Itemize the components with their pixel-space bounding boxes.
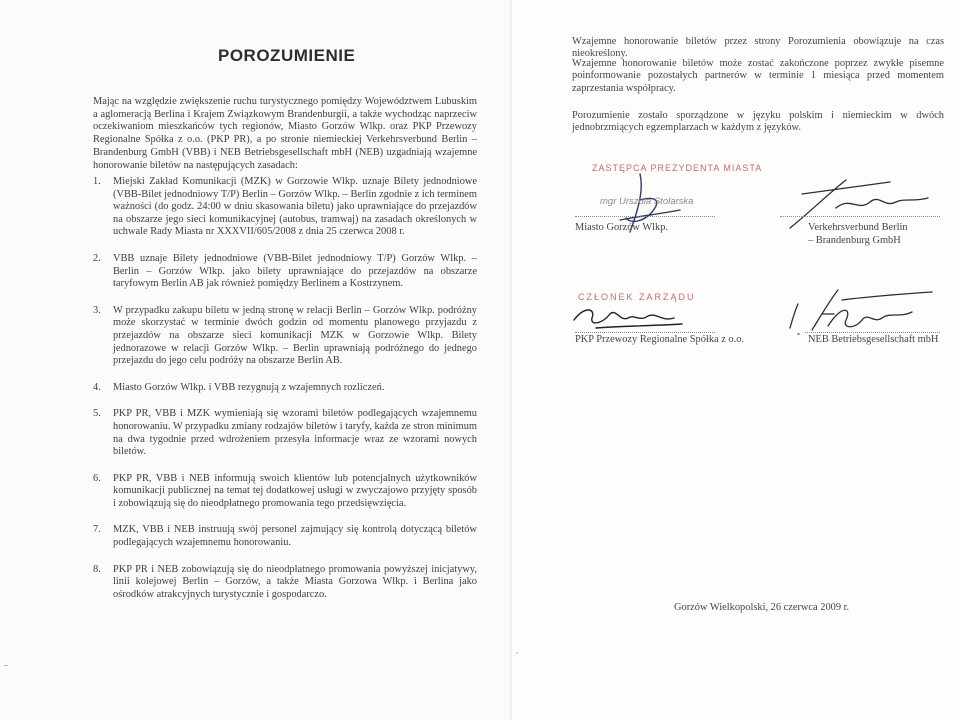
vbb-signatory-label-line1: Verkehrsverbund Berlin xyxy=(808,222,908,233)
clause-number: 2. xyxy=(93,252,101,264)
clause-number: 5. xyxy=(93,408,101,420)
clause-text: PKP PR i NEB zobowiązują się do nieodpłatnego promowania powyższej inicjatywy, linii kolejowej Berlin – Gorzów, a także Miasta Gorzowa Wlkp. i Berlina jako ośrodków atrakcyjnych turystycznie i gospodarczo. xyxy=(113,563,477,600)
termination-paragraph: Wzajemne honorowanie biletów może zostać zakończone poprzez zwykłe pisemne poinformowanie pozostałych partnerów w terminie 1 miesiąca przed momentem zaprzestania współpracy. xyxy=(572,58,944,94)
clause-5 xyxy=(93,408,477,458)
pkp-signatory-label: PKP Przewozy Regionalne Spółka z o.o. xyxy=(575,334,745,345)
pkp-signature-scribble xyxy=(570,300,700,334)
neb-signatory-label: NEB Betriebsgesellschaft mbH xyxy=(808,334,939,345)
clause-8 xyxy=(93,564,477,602)
clause-3 xyxy=(93,305,477,368)
vbb-signature-line xyxy=(780,216,940,217)
clause-7 xyxy=(93,524,477,549)
clause-text: Miejski Zakład Komunikacji (MZK) w Gorzowie Wlkp. uznaje Bilety jednodniowe (VBB-Bilet jednodniowy T/P) Berlin – Gorzów Wlkp. – Berlin zgodnie z ich terminem ważności (do godz. 24:00 w dniu skasowania biletu) jako uprawniające do przejazdów na obszarze jego sieci komunikacyjnej (autobus, tramwaj) na zasadach określonych w uchwale Rady Miasta nr XXXVII/605/2008 z dnia 25 czerwca 2008 r. xyxy=(113,176,477,238)
deputy-mayor-name: mgr Urszula Stolarska xyxy=(600,196,694,207)
language-paragraph: Porozumienie zostało sporządzone w języku polskim i niemieckim w dwóch jednobrzmiących egzemplarzach w każdym z języków. xyxy=(572,110,944,134)
clause-text: MZK, VBB i NEB instruują swój personel zajmujący się kontrolą dotyczącą biletów podlegających wzajemnemu honorowaniu. xyxy=(113,524,477,549)
clause-number: 8. xyxy=(93,563,101,575)
duration-paragraph: Wzajemne honorowanie biletów przez strony Porozumienia obowiązuje na czas nieokreślony. xyxy=(572,36,944,60)
clause-text: PKP PR, VBB i MZK wymieniają się wzorami biletów podlegających wzajemnemu honorowaniu. W przypadku zmiany rodzajów biletów i taryfy, każda ze stron minimum na dwa tygodnie przed wdrożeniem przesyła informacje wraz ze wzorami nowych biletów. xyxy=(113,408,477,458)
intro-paragraph: Mając na względzie zwiększenie ruchu turystycznego pomiędzy Województwem Lubuskim a aglomeracją Berlina i Krajem Związkowym Brandenburgii, a także wychodząc naprzeciw oczekiwaniom mieszkańców tych regionów, Miasto Gorzów Wlkp. oraz PKP Przewozy Regionalne Spółka z o.o. (PKP PR), a po stronie niemieckiej Verkehrsverbund Berlin – Brandenburg GmbH (VBB) i NEB Betriebsgesellschaft mbH (NEB) uzgadniają wzajemne honorowanie biletów na następujących zasadach: xyxy=(93,96,477,171)
clause-number: 3. xyxy=(93,304,101,316)
city-signature-line xyxy=(575,216,715,217)
scan-mark xyxy=(4,665,8,666)
clause-text: VBB uznaje Bilety jednodniowe (VBB-Bilet jednodniowy T/P) Gorzów Wlkp. – Berlin – Gorzów Wlkp. jako bilety uprawniające do przejazdów na obszarze taryfowym Berlin AB jak również pomiędzy Berlinem a Kostrzynem. xyxy=(113,252,477,290)
clause-6 xyxy=(93,473,477,511)
clause-number: 4. xyxy=(93,381,101,393)
board-member-stamp: CZŁONEK ZARZĄDU xyxy=(578,292,696,302)
neb-signature-line xyxy=(805,332,940,333)
clause-text: PKP PR, VBB i NEB informują swoich klientów lub potencjalnych użytkowników komunikacji publicznej na temat tej dodatkowej usługi w zwyczajowo przyjęty sposób i zobowiązują się do nieodpłatnego promowania tego przedsięwzięcia. xyxy=(113,472,477,509)
clause-number: 7. xyxy=(93,524,101,536)
clause-number: 6. xyxy=(93,472,101,484)
vbb-signatory-label-line2: – Brandenburg GmbH xyxy=(808,235,901,246)
deputy-mayor-stamp: ZASTĘPCA PREZYDENTA MIASTA xyxy=(592,163,763,173)
clause-text: Miasto Gorzów Wlkp. i VBB rezygnują z wzajemnych rozliczeń. xyxy=(113,381,385,393)
city-signatory-label: Miasto Gorzów Wlkp. xyxy=(575,222,669,233)
clause-1 xyxy=(93,176,477,239)
signing-date: Gorzów Wielkopolski, 26 czerwca 2009 r. xyxy=(674,602,850,613)
pkp-signature-line xyxy=(575,332,715,333)
clause-4 xyxy=(93,382,477,395)
document-title: POROZUMIENIE xyxy=(218,46,356,65)
clause-list xyxy=(93,176,477,601)
clause-number: 1. xyxy=(93,176,101,187)
clause-text: W przypadku zakupu biletu w jedną stronę w relacji Berlin – Gorzów Wlkp. podróżny może skorzystać w terminie dwóch godzin od momentu planowego przyjazdu z przejazdów na obszarze sieci komunikacji MZK w Gorzowie Wlkp. Bilety jednorazowe w relacji Gorzów Wlkp. – Berlin uprawniają podróżnego do jednego przejazdu do jego celu podróży na obszarze Berlin AB. xyxy=(113,304,477,367)
scan-mark xyxy=(516,652,518,654)
clause-2 xyxy=(93,253,477,291)
